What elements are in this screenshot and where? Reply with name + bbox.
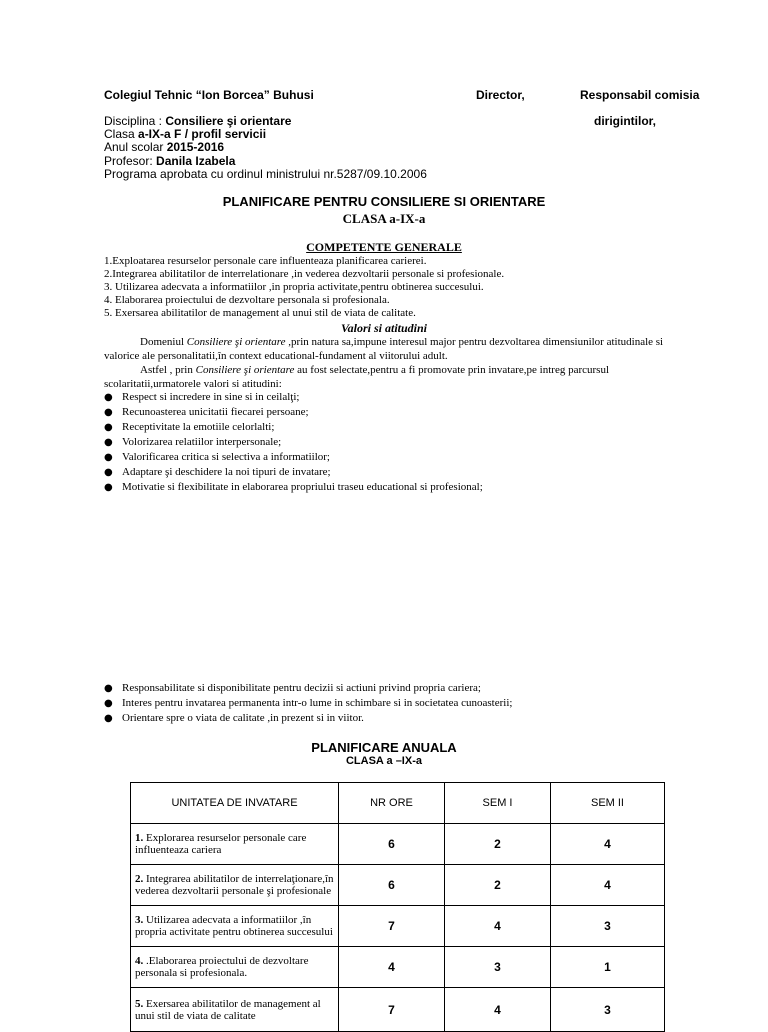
sem2-cell: 3: [551, 988, 665, 1032]
table-row: [131, 947, 665, 988]
bullet-icon: ●: [104, 482, 113, 493]
ore-cell: 7: [339, 906, 445, 947]
unit-text: .Elaborarea proiectului de dezvoltare personala si profesionala.: [135, 955, 309, 979]
unit-number: 2.: [135, 873, 144, 885]
unit-text: Explorarea resurselor personale care influenteaza cariera: [135, 832, 307, 856]
valoare-item: Receptivitate la emotiile celorlalti;: [122, 421, 275, 433]
clasa-line: [104, 127, 266, 141]
ore-cell: 4: [339, 947, 445, 988]
valoare-item: Adaptare şi deschidere la noi tipuri de invatare;: [122, 466, 331, 478]
unit-cell: [131, 906, 339, 947]
clasa-value: a-IX-a F / profil servicii: [138, 127, 267, 141]
unit-cell: [131, 947, 339, 988]
sem2-cell: 4: [551, 824, 665, 865]
planificare-subtitle: CLASA a –IX-a: [345, 755, 422, 767]
p1-text-italic: Consiliere şi orientare: [186, 336, 286, 348]
bullet-icon: ●: [104, 683, 113, 694]
unit-cell: [131, 865, 339, 906]
disciplina-label: Disciplina :: [104, 114, 166, 128]
an-scolar-line: [104, 140, 224, 154]
sem2-cell: 1: [551, 947, 665, 988]
valori-paragraph-1: [140, 336, 663, 349]
bullet-icon: ●: [104, 407, 113, 418]
responsabil-label: Responsabil comisia: [580, 88, 700, 102]
table-row: [131, 865, 665, 906]
table-row: [131, 906, 665, 947]
valori-paragraph-1-line2: valorice ale personalitatii,în context educational-fundament al viitorului adult.: [104, 350, 448, 362]
competenta-3: 3. Utilizarea adecvata a informatiilor ,in propria activitate,pentru obtinerea succesului.: [104, 281, 484, 293]
competenta-4: 4. Elaborarea proiectului de dezvoltare personala si profesionala.: [104, 294, 390, 306]
profesor-line: [104, 154, 235, 168]
table-row: [131, 824, 665, 865]
valoare-item: Recunoasterea unicitatii fiecarei persoane;: [122, 406, 309, 418]
page-title: PLANIFICARE PENTRU CONSILIERE SI ORIENTARE: [222, 194, 546, 209]
unit-number: 3.: [135, 914, 144, 926]
sem1-cell: 2: [445, 824, 551, 865]
unit-number: 4.: [135, 955, 144, 967]
valoare-item: Motivatie si flexibilitate in elaborarea propriului traseu educational si profesional;: [122, 481, 483, 493]
unit-text: Exersarea abilitatilor de management al unui stil de viata de calitate: [135, 997, 321, 1022]
disciplina-line: [104, 114, 291, 128]
header-nr-ore: NR ORE: [339, 783, 445, 824]
competenta-5: 5. Exersarea abilitatilor de management al unui stil de viata de calitate.: [104, 307, 416, 319]
planificare-table: [130, 782, 665, 1032]
sem2-cell: 4: [551, 865, 665, 906]
ore-cell: 6: [339, 824, 445, 865]
valoare-item: Volorizarea relatiilor interpersonale;: [122, 436, 282, 448]
p1-text-c: ,prin natura sa,impune interesul major pentru dezvoltarea dimensiunilor atitudinale si: [285, 336, 664, 348]
p2-text-a: Astfel , prin: [140, 364, 196, 376]
valoare-item: Responsabilitate si disponibilitate pentru decizii si actiuni privind propria cariera;: [122, 682, 481, 694]
dirigintilor-label: dirigintilor,: [594, 114, 656, 128]
unit-cell: [131, 824, 339, 865]
disciplina-value: Consiliere şi orientare: [165, 114, 292, 128]
unit-cell: [131, 988, 339, 1032]
valoare-item: Respect si incredere in sine si in ceilalţi;: [122, 391, 300, 403]
an-scolar-label: Anul scolar: [104, 140, 167, 154]
unit-number: 1.: [135, 832, 144, 844]
sem1-cell: 3: [445, 947, 551, 988]
valori-paragraph-2: [140, 364, 609, 377]
clasa-label: Clasa: [104, 127, 139, 141]
unit-text: Integrarea abilitatilor de interrelaţionare,în vederea dezvoltarii personale şi profesionale: [135, 873, 334, 897]
bullet-icon: ●: [104, 392, 113, 403]
bullet-icon: ●: [104, 698, 113, 709]
programa-line: Programa aprobata cu ordinul ministrului nr.5287/09.10.2006: [104, 167, 427, 181]
school-name: Colegiul Tehnic “Ion Borcea” Buhusi: [104, 88, 314, 102]
ore-cell: 7: [339, 988, 445, 1032]
header-sem-2: SEM II: [551, 783, 665, 824]
header-unitate: UNITATEA DE INVATARE: [131, 783, 339, 824]
an-scolar-value: 2015-2016: [166, 140, 225, 154]
table-row: [131, 988, 665, 1032]
valori-heading: Valori si atitudini: [340, 321, 428, 335]
sem1-cell: 2: [445, 865, 551, 906]
bullet-icon: ●: [104, 713, 113, 724]
sem1-cell: 4: [445, 906, 551, 947]
valoare-item: Interes pentru invatarea permanenta intr-o lume in schimbare si in societatea cunoasterii;: [122, 697, 513, 709]
page-subtitle: CLASA a-IX-a: [342, 211, 426, 226]
valori-paragraph-2-line2: scolaritatii,urmatorele valori si atitudini:: [104, 378, 282, 390]
header-sem-1: SEM I: [445, 783, 551, 824]
bullet-icon: ●: [104, 452, 113, 463]
competenta-2: 2.Integrarea abilitatilor de interrelationare ,in vederea dezvoltarii personale si profesionale.: [104, 268, 505, 280]
table-header-row: [131, 783, 665, 824]
competenta-1: 1.Exploatarea resurselor personale care influenteaza planificarea carierei.: [104, 255, 427, 267]
valoare-item: Valorificarea critica si selectiva a informatiilor;: [122, 451, 330, 463]
profesor-value: Danila Izabela: [156, 154, 236, 168]
p1-text-a: Domeniul: [140, 336, 187, 348]
unit-text: Utilizarea adecvata a informatiilor ,în propria activitate pentru obtinerea succesului: [135, 914, 333, 938]
bullet-icon: ●: [104, 437, 113, 448]
p2-text-italic: Consiliere şi orientare: [195, 364, 295, 376]
profesor-label: Profesor:: [104, 154, 157, 168]
planificare-title: PLANIFICARE ANUALA: [311, 740, 457, 755]
sem2-cell: 3: [551, 906, 665, 947]
ore-cell: 6: [339, 865, 445, 906]
director-label: Director,: [476, 88, 525, 102]
bullet-icon: ●: [104, 467, 113, 478]
unit-number: 5.: [135, 997, 144, 1010]
sem1-cell: 4: [445, 988, 551, 1032]
valoare-item: Orientare spre o viata de calitate ,in prezent si in viitor.: [122, 712, 364, 724]
p2-text-c: au fost selectate,pentru a fi promovate prin invatare,pe intreg parcursul: [294, 364, 610, 376]
competente-heading: COMPETENTE GENERALE: [306, 240, 462, 254]
bullet-icon: ●: [104, 422, 113, 433]
